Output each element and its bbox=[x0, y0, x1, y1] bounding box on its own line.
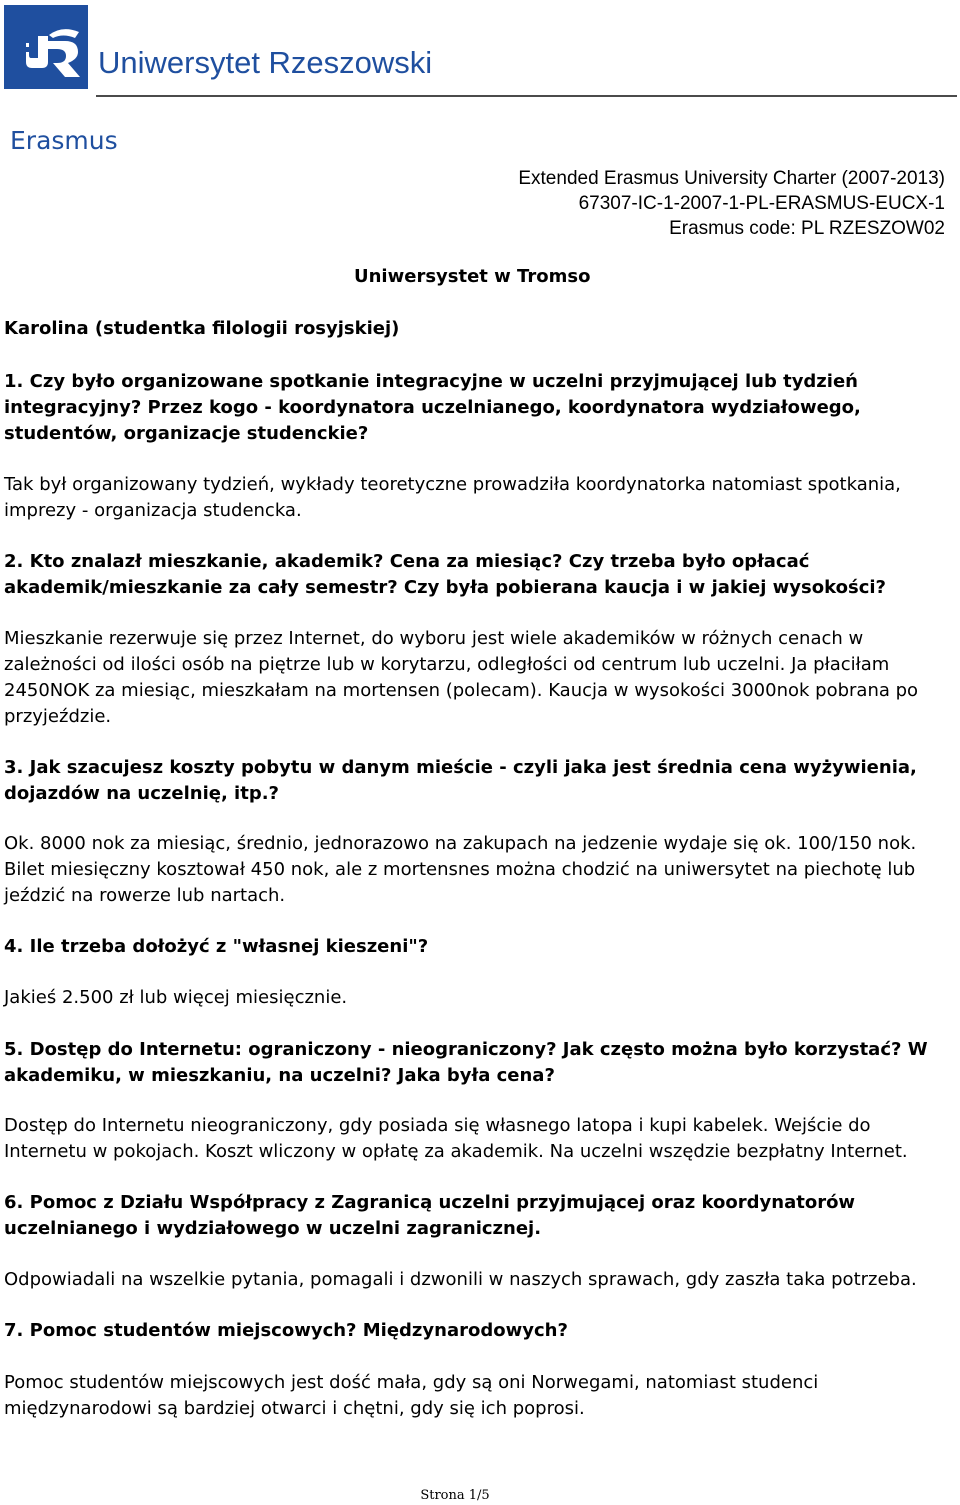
answer-text: Jakieś 2.500 zł lub więcej miesięcznie. bbox=[4, 987, 348, 1008]
charter-code-line: 67307-IC-1-2007-1-PL-ERASMUS-EUCX-1 bbox=[578, 193, 945, 214]
site-title: Uniwersytet Rzeszowski bbox=[98, 45, 433, 80]
answer-text: Pomoc studentów miejscowych jest dość mała, gdy są oni Norwegami, natomiast studenci międzynarodowi są bardziej otwarci i chętni, gdy się ich poprosi. bbox=[4, 1372, 819, 1419]
answer-7 bbox=[4, 1370, 952, 1422]
ur-logo bbox=[4, 5, 88, 89]
question-4 bbox=[4, 934, 952, 960]
page-number: Strona 1/5 bbox=[420, 1488, 490, 1503]
question-text: 3. Jak szacujesz koszty pobytu w danym mieście - czyli jaka jest średnia cena wyżywienia, dojazdów na uczelnię, itp.? bbox=[4, 757, 917, 804]
question-2 bbox=[4, 549, 952, 601]
answer-4 bbox=[4, 985, 952, 1011]
question-3 bbox=[4, 755, 952, 807]
question-6 bbox=[4, 1190, 952, 1242]
question-7 bbox=[4, 1318, 952, 1344]
header-rule bbox=[96, 95, 957, 97]
host-university: Uniwersystet w Tromso bbox=[354, 266, 591, 287]
question-5 bbox=[4, 1037, 952, 1089]
answer-2 bbox=[4, 626, 952, 730]
answer-text: Odpowiadali na wszelkie pytania, pomagali i dzwonili w naszych sprawach, gdy zaszła taka potrzeba. bbox=[4, 1269, 917, 1290]
charter-line: Extended Erasmus University Charter (2007-2013) bbox=[518, 168, 945, 189]
question-text: 4. Ile trzeba dołożyć z "własnej kieszeni"? bbox=[4, 936, 429, 957]
question-text: 1. Czy było organizowane spotkanie integracyjne w uczelni przyjmującej lub tydzień integracyjny? Przez kogo - koordynatora uczelnianego, koordynatora wydziałowego, studentów, organizacje studenckie? bbox=[4, 371, 861, 444]
question-text: 7. Pomoc studentów miejscowych? Międzynarodowych? bbox=[4, 1320, 568, 1341]
question-text: 2. Kto znalazł mieszkanie, akademik? Cena za miesiąc? Czy trzeba było opłacać akademik/mieszkanie za cały semestr? Czy była pobierana kaucja i w jakiej wysokości? bbox=[4, 551, 886, 598]
answer-1 bbox=[4, 472, 952, 524]
question-1 bbox=[4, 369, 952, 447]
answer-text: Tak był organizowany tydzień, wykłady teoretyczne prowadziła koordynatorka natomiast spotkania, imprezy - organizacja studencka. bbox=[4, 474, 901, 521]
erasmus-code-line: Erasmus code: PL RZESZOW02 bbox=[669, 218, 945, 239]
charter-block bbox=[518, 166, 945, 241]
page-footer bbox=[0, 1489, 960, 1502]
question-text: 5. Dostęp do Internetu: ograniczony - nieograniczony? Jak często można było korzystać? W akademiku, w mieszkaniu, na uczelni? Jaka była cena? bbox=[4, 1039, 928, 1086]
section-title: Erasmus bbox=[10, 126, 118, 155]
answer-text: Ok. 8000 nok za miesiąc, średnio, jednorazowo na zakupach na jedzenie wydaje się ok. 100/150 nok. Bilet miesięczny kosztował 450 nok, ale z mortensnes można chodzić na uniwersytet na piechotę lub jeździć na rowerze lub nartach. bbox=[4, 833, 917, 906]
answer-5 bbox=[4, 1113, 952, 1165]
answer-text: Dostęp do Internetu nieograniczony, gdy posiada się własnego latopa i kupi kabelek. Wejście do Internetu w pokojach. Koszt wliczony w opłatę za akademik. Na uczelni wszędzie bezpłatny Internet. bbox=[4, 1115, 908, 1162]
question-text: 6. Pomoc z Działu Współpracy z Zagranicą uczelni przyjmującej oraz koordynatorów uczelnianego i wydziałowego w uczelni zagranicznej. bbox=[4, 1192, 856, 1239]
answer-text: Mieszkanie rezerwuje się przez Internet, do wyboru jest wiele akademików w różnych cenach w zależności od ilości osób na piętrze lub w korytarzu, odległości od centrum lub uczelni. Ja płaciłam 2450NOK za miesiąc, mieszkałam na mortensen (polecam). Kaucja w wysokości 3000nok pobrana po przyjeździe. bbox=[4, 628, 919, 727]
answer-6 bbox=[4, 1267, 952, 1293]
document-header bbox=[0, 0, 960, 100]
answer-3 bbox=[4, 831, 952, 909]
student-name: Karolina (studentka filologii rosyjskiej) bbox=[4, 318, 400, 339]
